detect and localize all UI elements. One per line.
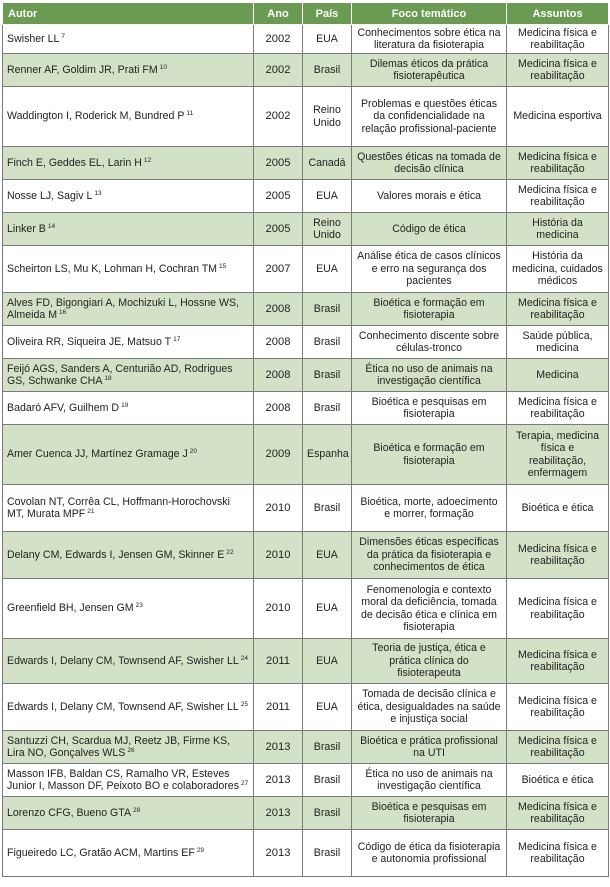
cell-year: 2005: [254, 180, 303, 213]
author-text: Renner AF, Goldim JR, Prati FM: [7, 63, 158, 76]
reference-number: 28: [133, 806, 141, 814]
cell-focus: Dilemas éticos da prática fisioterapêutica: [352, 54, 507, 87]
table-row: [3, 684, 609, 731]
cell-country: EUA: [303, 25, 352, 54]
cell-author: [3, 359, 254, 392]
cell-subjects: Medicina física e reabilitação: [507, 731, 609, 764]
author-text: Edwards I, Delany CM, Townsend AF, Swisher LL: [7, 700, 239, 713]
cell-country: Brasil: [303, 764, 352, 797]
table-row: [3, 764, 609, 797]
author-text: Scheirton LS, Mu K, Lohman H, Cochran TM: [7, 262, 218, 275]
reference-number: 18: [104, 375, 112, 382]
header-focus: Foco temático: [352, 3, 507, 25]
cell-author: [3, 87, 254, 147]
cell-subjects: Medicina física e reabilitação: [507, 180, 609, 213]
table-row: [3, 731, 609, 764]
reference-number: 25: [240, 700, 249, 708]
header-year: Ano: [254, 3, 303, 25]
cell-year: 2007: [254, 246, 303, 293]
table-row: [3, 425, 609, 485]
table-row: [3, 797, 609, 830]
cell-country: EUA: [303, 639, 352, 684]
cell-subjects: Medicina física e reabilitação: [507, 54, 609, 87]
cell-subjects: História da medicina, cuidados médicos: [507, 246, 609, 293]
cell-year: 2013: [254, 731, 303, 764]
author-text: Nosse LJ, Sagiv L: [7, 189, 93, 202]
reference-number: 29: [196, 846, 205, 854]
cell-focus: Dimensões éticas específicas da prática da fisioterapia e conhecimentos de ética: [352, 532, 507, 579]
author-text: Amer Cuenca JJ, Martínez Gramage J: [7, 448, 188, 461]
cell-author: [3, 684, 254, 731]
cell-country: Brasil: [303, 392, 352, 425]
table-row: [3, 830, 609, 877]
cell-author: [3, 797, 254, 830]
author-text: Figueiredo LC, Gratão ACM, Martins EF: [7, 846, 195, 859]
cell-author: [3, 147, 254, 180]
cell-author: [3, 764, 254, 797]
author-text: Greenfield BH, Jensen GM: [7, 602, 134, 615]
cell-focus: Problemas e questões éticas da confidencialidade na relação profissional-paciente: [352, 87, 507, 147]
table-row: [3, 359, 609, 392]
table-row: [3, 54, 609, 87]
author-text: Finch E, Geddes EL, Larin H: [7, 156, 142, 169]
reference-number: 22: [226, 548, 234, 556]
reference-number: 26: [127, 747, 135, 754]
cell-author: [3, 425, 254, 485]
author-text: Masson IFB, Baldan CS, Ramalho VR, Esteves Junior I, Masson DF, Peixoto BO e colaboradores: [7, 767, 239, 792]
cell-author: [3, 639, 254, 684]
table-row: [3, 246, 609, 293]
cell-focus: Bioética e prática profissional na UTI: [352, 731, 507, 764]
author-text: Santuzzi CH, Scardua MJ, Reetz JB, Firme KS, Lira NO, Gonçalves WLS: [7, 734, 231, 759]
cell-author: [3, 25, 254, 54]
cell-focus: Tomada de decisão clínica e ética, desigualdades na saúde e injustiça social: [352, 684, 507, 731]
cell-focus: Bioética e pesquisas em fisioterapia: [352, 392, 507, 425]
cell-year: 2005: [254, 147, 303, 180]
cell-country: Canadá: [303, 147, 352, 180]
cell-year: 2002: [254, 54, 303, 87]
cell-year: 2002: [254, 87, 303, 147]
cell-subjects: Medicina: [507, 359, 609, 392]
author-text: Covolan NT, Corrêa CL, Hoffmann-Horochovski MT, Murata MPF: [7, 495, 230, 520]
cell-focus: Teoria de justiça, ética e prática clínica do fisioterapeuta: [352, 639, 507, 684]
cell-year: 2011: [254, 684, 303, 731]
cell-year: 2008: [254, 326, 303, 359]
cell-year: 2013: [254, 797, 303, 830]
cell-author: [3, 213, 254, 246]
cell-country: Reino Unido: [303, 87, 352, 147]
cell-year: 2013: [254, 830, 303, 877]
author-text: Edwards I, Delany CM, Townsend AF, Swisher LL: [7, 654, 239, 667]
cell-subjects: Medicina física e reabilitação: [507, 639, 609, 684]
cell-focus: Bioética e pesquisas em fisioterapia: [352, 797, 507, 830]
reference-number: 14: [47, 222, 56, 230]
reference-number: 20: [189, 448, 197, 456]
reference-number: 27: [241, 780, 249, 787]
cell-subjects: Medicina física e reabilitação: [507, 147, 609, 180]
table-row: [3, 392, 609, 425]
author-text: Swisher LL: [7, 32, 60, 45]
cell-subjects: Bioética e ética: [507, 485, 609, 532]
author-text: Feijó AGS, Sanders A, Centurião AD, Rodrigues GS, Schwanke CHA: [7, 362, 233, 387]
cell-country: EUA: [303, 532, 352, 579]
table-row: [3, 639, 609, 684]
cell-year: 2009: [254, 425, 303, 485]
reference-number: 10: [159, 63, 167, 71]
author-text: Alves FD, Bigongiari A, Mochizuki L, Hossne WS, Almeida M: [7, 296, 239, 321]
reference-number: 17: [173, 335, 181, 343]
cell-author: [3, 326, 254, 359]
cell-subjects: Bioética e ética: [507, 764, 609, 797]
cell-country: EUA: [303, 246, 352, 293]
table-row: [3, 293, 609, 326]
header-author: Autor: [3, 3, 254, 25]
reference-number: 15: [219, 262, 227, 270]
author-text: Waddington I, Roderick M, Bundred P: [7, 110, 185, 123]
author-text: Linker B: [7, 222, 46, 235]
cell-year: 2010: [254, 532, 303, 579]
cell-focus: Ética no uso de animais na investigação científica: [352, 359, 507, 392]
cell-author: [3, 54, 254, 87]
header-subjects: Assuntos: [507, 3, 609, 25]
cell-country: Brasil: [303, 326, 352, 359]
cell-subjects: Saúde pública, medicina: [507, 326, 609, 359]
cell-year: 2005: [254, 213, 303, 246]
cell-subjects: Medicina física e reabilitação: [507, 684, 609, 731]
cell-country: Reino Unido: [303, 213, 352, 246]
cell-focus: Análise ética de casos clínicos e erro na segurança dos pacientes: [352, 246, 507, 293]
cell-country: EUA: [303, 180, 352, 213]
cell-focus: Conhecimentos sobre ética na literatura da fisioterapia: [352, 25, 507, 54]
cell-country: EUA: [303, 579, 352, 639]
reference-number: 23: [135, 602, 143, 610]
cell-year: 2008: [254, 392, 303, 425]
reference-number: 16: [59, 309, 67, 316]
cell-focus: Ética no uso de animais na investigação científica: [352, 764, 507, 797]
table-row: [3, 579, 609, 639]
cell-author: [3, 532, 254, 579]
cell-country: EUA: [303, 684, 352, 731]
cell-year: 2002: [254, 25, 303, 54]
cell-country: Brasil: [303, 293, 352, 326]
table-row: [3, 485, 609, 532]
cell-year: 2013: [254, 764, 303, 797]
cell-country: Brasil: [303, 797, 352, 830]
reference-number: 11: [186, 110, 194, 118]
cell-focus: Bioética, morte, adoecimento e morrer, formação: [352, 485, 507, 532]
cell-subjects: Medicina esportiva: [507, 87, 609, 147]
cell-year: 2011: [254, 639, 303, 684]
cell-year: 2010: [254, 579, 303, 639]
header-country: País: [303, 3, 352, 25]
cell-author: [3, 246, 254, 293]
cell-country: Brasil: [303, 54, 352, 87]
author-text: Badaró AFV, Guilhem D: [7, 401, 120, 414]
cell-subjects: Medicina física e reabilitação: [507, 579, 609, 639]
literature-table: [2, 2, 609, 877]
reference-number: 19: [121, 401, 129, 409]
reference-number: 13: [94, 189, 102, 197]
cell-country: Brasil: [303, 359, 352, 392]
cell-focus: Fenomenologia e contexto moral da deficiência, tomada de decisão ética e clínica em fisioterapia: [352, 579, 507, 639]
cell-author: [3, 579, 254, 639]
cell-focus: Conhecimento discente sobre células-tronco: [352, 326, 507, 359]
cell-focus: Valores morais e ética: [352, 180, 507, 213]
cell-country: Brasil: [303, 830, 352, 877]
reference-number: 7: [61, 32, 66, 40]
cell-author: [3, 392, 254, 425]
table-body: [3, 25, 609, 877]
cell-country: Brasil: [303, 731, 352, 764]
cell-year: 2008: [254, 293, 303, 326]
cell-country: Brasil: [303, 485, 352, 532]
cell-subjects: Medicina física e reabilitação: [507, 392, 609, 425]
table-row: [3, 180, 609, 213]
cell-subjects: Medicina física e reabilitação: [507, 830, 609, 877]
author-text: Delany CM, Edwards I, Jensen GM, Skinner E: [7, 548, 225, 561]
author-text: Lorenzo CFG, Bueno GTA: [7, 806, 132, 819]
cell-focus: Bioética e formação em fisioterapia: [352, 425, 507, 485]
cell-subjects: Medicina física e reabilitação: [507, 293, 609, 326]
table-row: [3, 532, 609, 579]
cell-author: [3, 180, 254, 213]
cell-author: [3, 293, 254, 326]
reference-number: 24: [240, 654, 249, 662]
cell-year: 2010: [254, 485, 303, 532]
cell-author: [3, 830, 254, 877]
cell-year: 2008: [254, 359, 303, 392]
header-row: [3, 3, 609, 25]
cell-subjects: Terapia, medicina física e reabilitação, enfermagem: [507, 425, 609, 485]
table-row: [3, 25, 609, 54]
table-row: [3, 213, 609, 246]
cell-subjects: Medicina física e reabilitação: [507, 797, 609, 830]
table-row: [3, 87, 609, 147]
cell-subjects: Medicina física e reabilitação: [507, 25, 609, 54]
table-row: [3, 147, 609, 180]
cell-author: [3, 731, 254, 764]
cell-author: [3, 485, 254, 532]
author-text: Oliveira RR, Siqueira JE, Matsuo T: [7, 335, 172, 348]
reference-number: 21: [87, 508, 95, 515]
cell-focus: Questões éticas na tomada de decisão clínica: [352, 147, 507, 180]
cell-focus: Código de ética da fisioterapia e autonomia profissional: [352, 830, 507, 877]
cell-subjects: História da medicina: [507, 213, 609, 246]
reference-number: 12: [143, 156, 152, 164]
table-row: [3, 326, 609, 359]
cell-focus: Código de ética: [352, 213, 507, 246]
cell-subjects: Medicina física e reabilitação: [507, 532, 609, 579]
cell-focus: Bioética e formação em fisioterapia: [352, 293, 507, 326]
cell-country: Espanha: [303, 425, 352, 485]
